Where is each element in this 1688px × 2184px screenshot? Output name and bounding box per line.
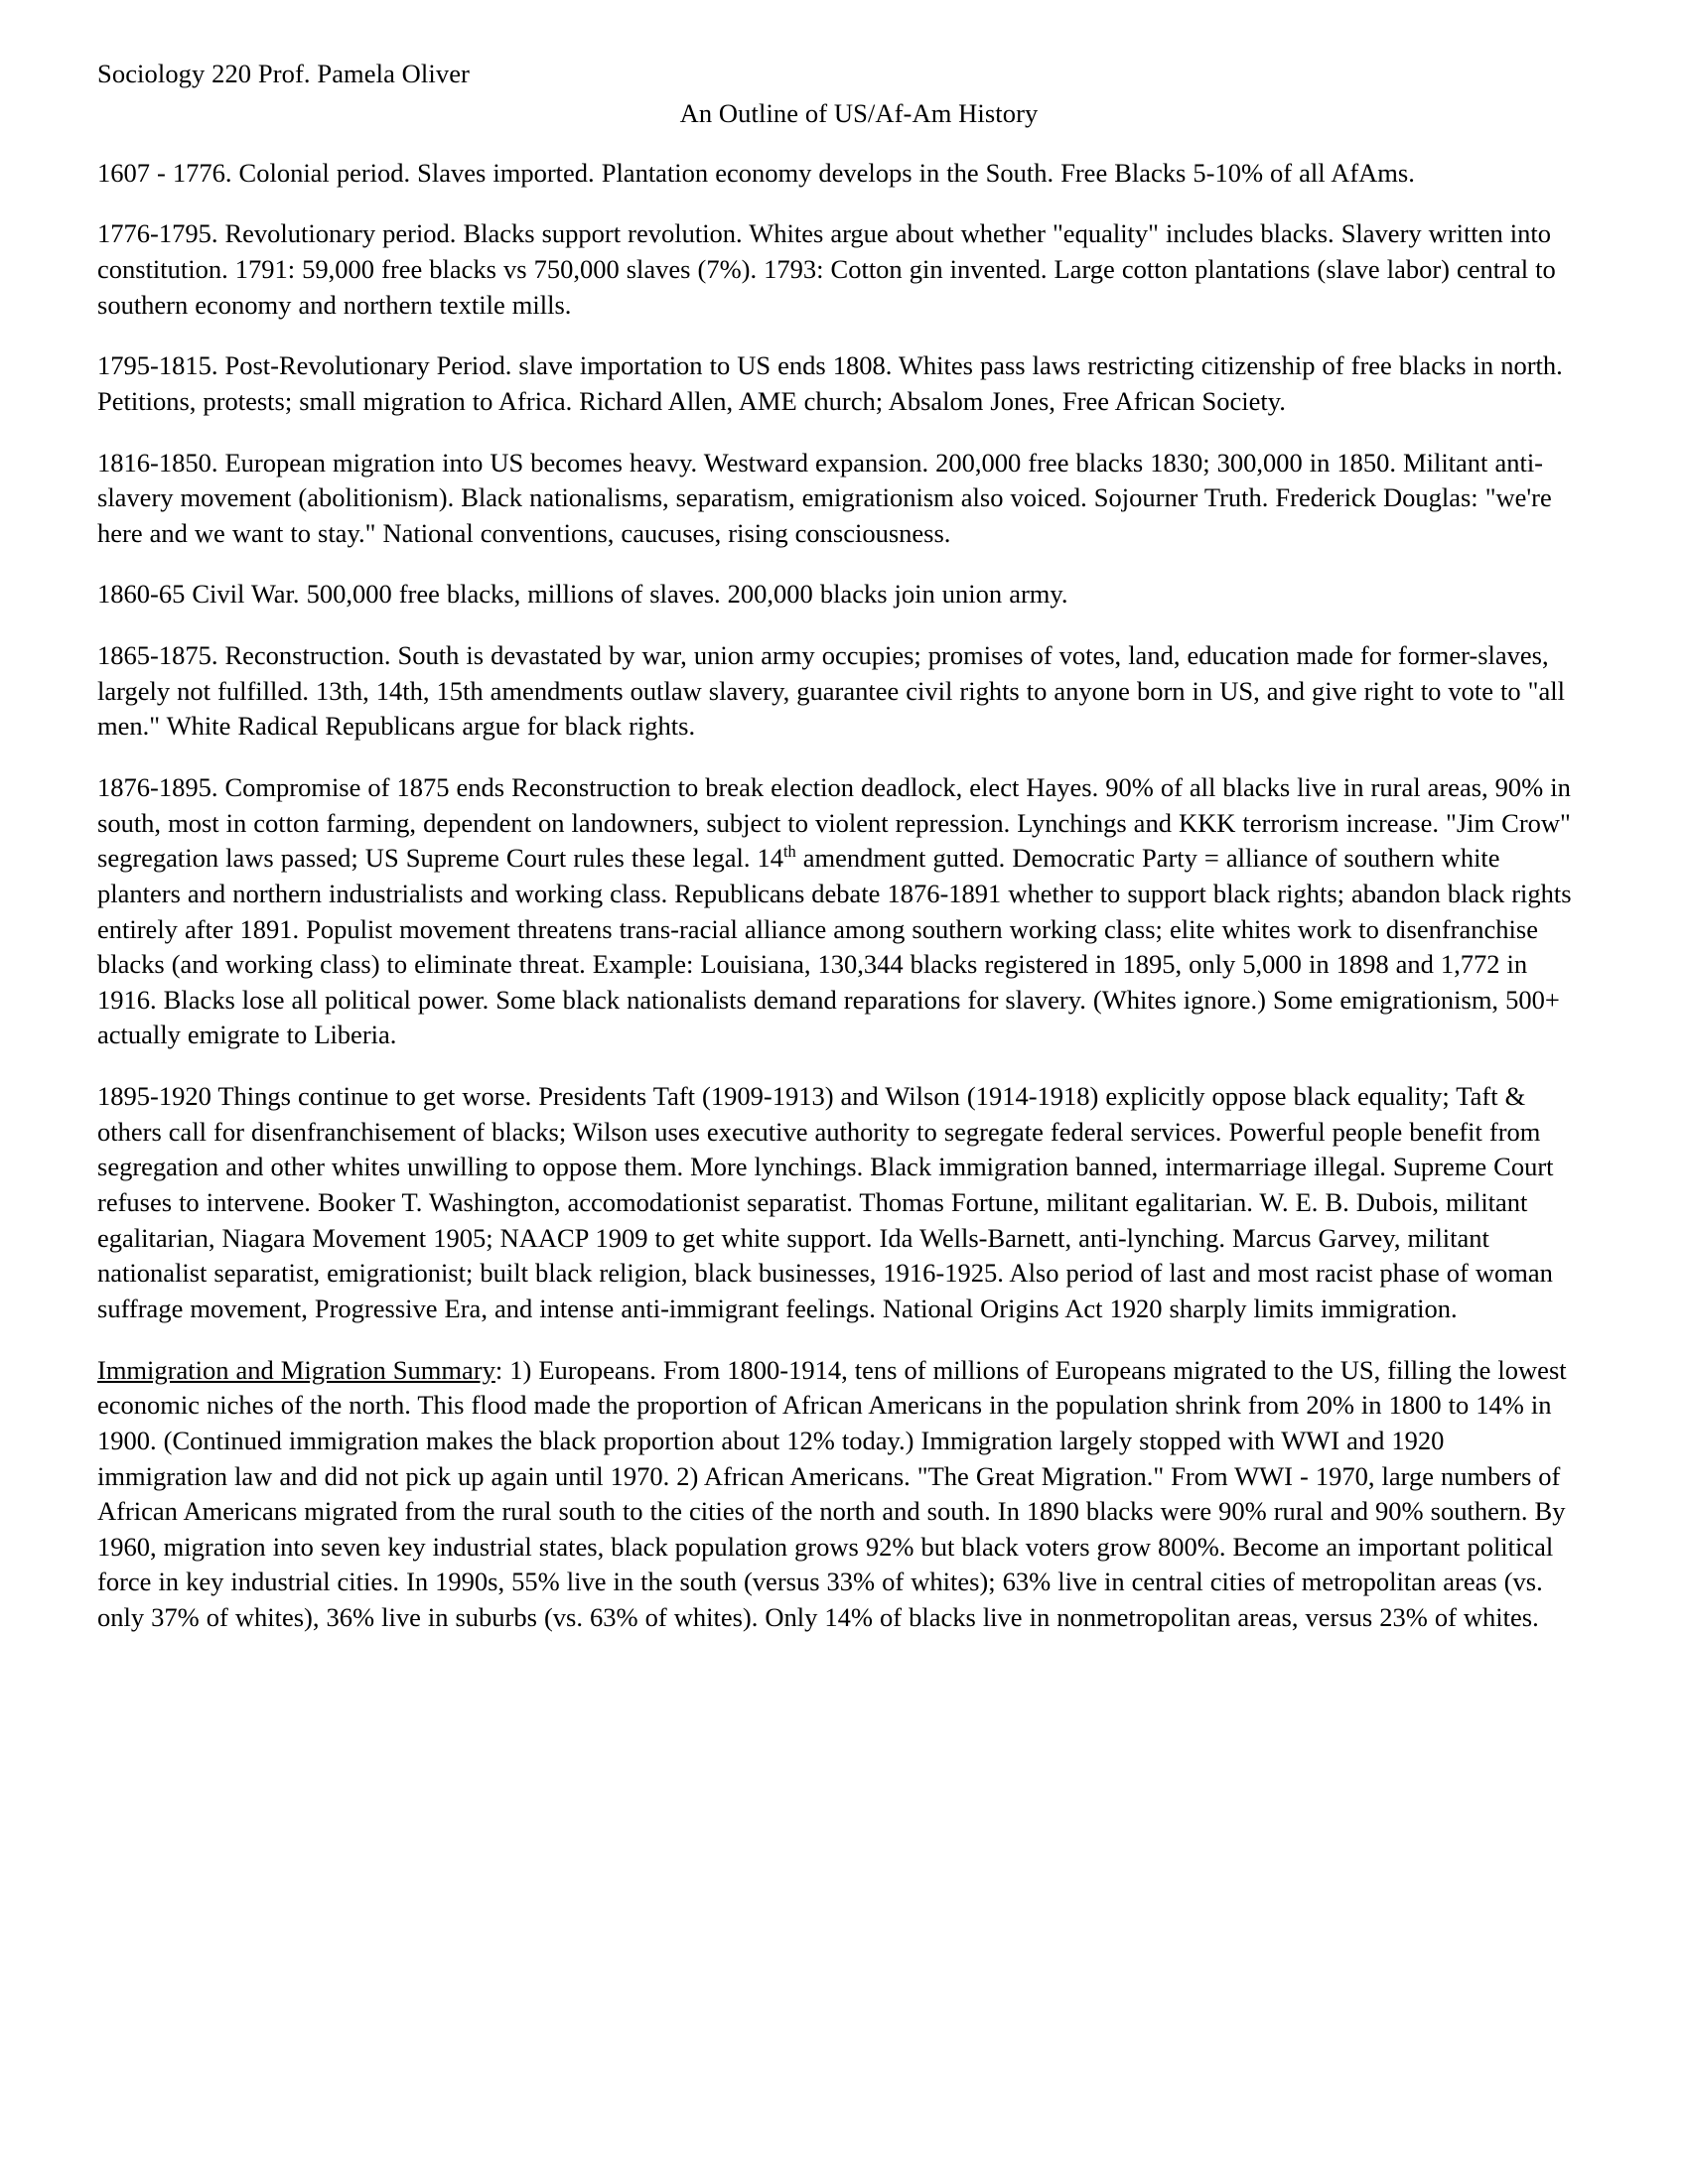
paragraph-civil-war: 1860-65 Civil War. 500,000 free blacks, millions of slaves. 200,000 blacks join union army.	[97, 579, 1068, 610]
paragraph-immigration-summary-text: : 1) Europeans. From 1800-1914, tens of millions of Europeans migrated to the US, filling the lowest economic niches of the north. This flood made the proportion of African Americans in the population shrink from 20% in 1800 to 14% in 1900. (Continued immigration makes the black proportion about 12% today.) Immigration largely stopped with WWI and 1920 immigration law and did not pick up again until 1970. 2) African Americans. "The Great Migration." From WWI - 1970, large numbers of African Americans migrated from the rural south to the cities of the north and south. In 1890 blacks were 90% rural and 90% southern. By 1960, migration into seven key industrial states, black population grows 92% but black voters grow 800%. Become an important political force in key industrial cities. In 1990s, 55% live in the south (versus 33% of whites); 63% live in central cities of metropolitan areas (vs. only 37% of whites), 36% live in suburbs (vs. 63% of whites). Only 14% of blacks live in nonmetropolitan areas, versus 23% of whites.	[97, 1354, 1567, 1633]
document-body	[97, 156, 1581, 1636]
paragraph-compromise-1875-part-1: 1876-1895. Compromise of 1875 ends Reconstruction to break election deadlock, elect Hayes. 90% of all blacks live in rural areas, 90% in south, most in cotton farming, dependent on landowners, subject to violent repression. Lynchings and KKK terrorism increase. "Jim Crow" segregation laws passed; US Supreme Court rules these legal. 14	[97, 771, 1571, 874]
paragraph-post-revolutionary-period: 1795-1815. Post-Revolutionary Period. slave importation to US ends 1808. Whites pass laws restricting citizenship of free blacks in north. Petitions, protests; small migration to Africa. Richard Allen, AME church; Absalom Jones, Free African Society.	[97, 350, 1563, 416]
paragraph-compromise-1875	[97, 770, 1581, 1053]
paragraph-things-get-worse: 1895-1920 Things continue to get worse. Presidents Taft (1909-1913) and Wilson (1914-1918) explicitly oppose black equality; Taft & others call for disenfranchisement of blacks; Wilson uses executive authority to segregate federal services. Powerful people benefit from segregation and other whites unwilling to oppose them. More lynchings. Black immigration banned, intermarriage illegal. Supreme Court refuses to intervene. Booker T. Washington, accomodationist separatist. Thomas Fortune, militant egalitarian. W. E. B. Dubois, militant egalitarian, Niagara Movement 1905; NAACP 1909 to get white support. Ida Wells-Barnett, anti-lynching. Marcus Garvey, militant nationalist separatist, emigrationist; built black religion, black businesses, 1916-1925. Also period of last and most racist phase of woman suffrage movement, Progressive Era, and intense anti-immigrant feelings. National Origins Act 1920 sharply limits immigration.	[97, 1081, 1554, 1323]
course-header: Sociology 220 Prof. Pamela Oliver	[97, 59, 470, 88]
paragraph-compromise-1875-part-2: amendment gutted. Democratic Party = alliance of southern white planters and northern industrialists and working class. Republicans debate 1876-1891 whether to support black rights; abandon black rights entirely after 1891. Populist movement threatens trans-racial alliance among southern working class; elite whites work to disenfranchise blacks (and working class) to eliminate threat. Example: Louisiana, 130,344 blacks registered in 1895, only 5,000 in 1898 and 1,772 in 1916. Blacks lose all political power. Some black nationalists demand reparations for slavery. (Whites ignore.) Some emigrationism, 500+ actually emigrate to Liberia.	[97, 843, 1572, 1050]
section-heading-immigration-summary: Immigration and Migration Summary	[97, 1354, 495, 1385]
paragraph-colonial-period: 1607 - 1776. Colonial period. Slaves imported. Plantation economy develops in the South. Free Blacks 5-10% of all AfAms.	[97, 157, 1415, 188]
paragraph-european-migration: 1816-1850. European migration into US becomes heavy. Westward expansion. 200,000 free blacks 1830; 300,000 in 1850. Militant anti-slavery movement (abolitionism). Black nationalisms, separatism, emigrationism also voiced. Sojourner Truth. Frederick Douglas: "we're here and we want to stay." National conventions, caucuses, rising consciousness.	[97, 447, 1552, 548]
paragraph-immigration-migration-summary	[97, 1353, 1581, 1636]
paragraph-reconstruction: 1865-1875. Reconstruction. South is devastated by war, union army occupies; promises of votes, land, education made for former-slaves, largely not fulfilled. 13th, 14th, 15th amendments outlaw slavery, guarantee civil rights to anyone born in US, and give right to vote to "all men." White Radical Republicans argue for black rights.	[97, 640, 1565, 742]
page-title: An Outline of US/Af-Am History	[679, 98, 1039, 129]
ordinal-suffix-th: th	[782, 842, 796, 862]
paragraph-revolutionary-period: 1776-1795. Revolutionary period. Blacks support revolution. Whites argue about whether "equality" includes blacks. Slavery written into constitution. 1791: 59,000 free blacks vs 750,000 slaves (7%). 1793: Cotton gin invented. Large cotton plantations (slave labor) central to southern economy and northern textile mills.	[97, 218, 1556, 320]
